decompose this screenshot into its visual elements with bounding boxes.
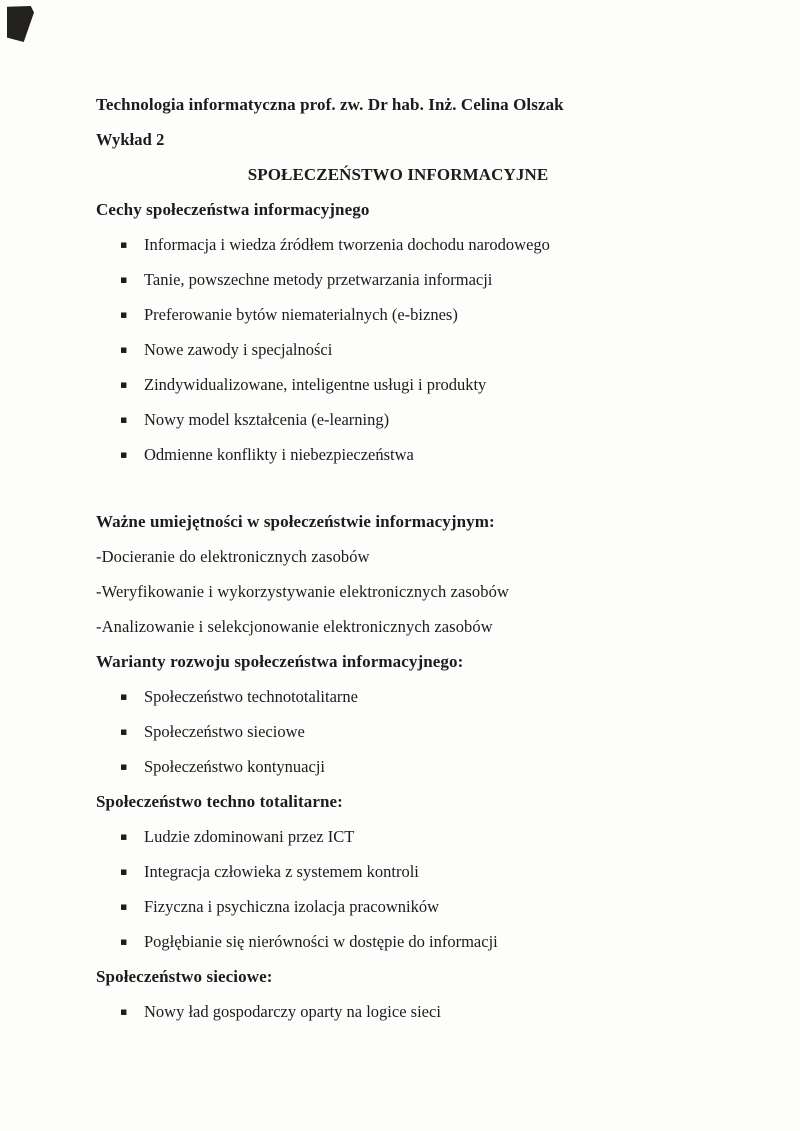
square-bullet-icon: ▪ [120,760,128,773]
list-item [96,409,700,431]
square-bullet-icon: ▪ [120,690,128,703]
square-bullet-icon: ▪ [120,238,128,251]
bullet-list [96,826,700,953]
square-bullet-icon: ▪ [120,935,128,948]
square-bullet-icon: ▪ [120,378,128,391]
list-item [96,826,700,848]
list-item-text: Fizyczna i psychiczna izolacja pracowników [144,897,440,916]
square-bullet-icon: ▪ [120,448,128,461]
document-title: Technologia informatyczna prof. zw. Dr hab. Inż. Celina Olszak [96,95,564,114]
bullet-list [96,686,700,778]
list-item-text: Pogłębianie się nierówności w dostępie do informacji [144,932,498,951]
bullet-list [96,1001,700,1023]
list-item-text: Nowy ład gospodarczy oparty na logice sieci [144,1002,441,1021]
dash-line: -Analizowanie i selekcjonowanie elektronicznych zasobów [96,617,493,636]
bullet-list [96,234,700,466]
section-heading: Społeczeństwo sieciowe: [96,967,273,986]
list-item [96,374,700,396]
list-item [96,896,700,918]
square-bullet-icon: ▪ [120,1005,128,1018]
list-item-text: Informacja i wiedza źródłem tworzenia dochodu narodowego [144,235,550,254]
list-item [96,931,700,953]
dash-line: -Weryfikowanie i wykorzystywanie elektronicznych zasobów [96,582,509,601]
section-techno-totalitarne [96,791,700,953]
square-bullet-icon: ▪ [120,308,128,321]
section-heading: Ważne umiejętności w społeczeństwie informacyjnym: [96,512,495,531]
list-item [96,861,700,883]
list-item-text: Preferowanie bytów niematerialnych (e-biznes) [144,305,458,324]
square-bullet-icon: ▪ [120,343,128,356]
square-bullet-icon: ▪ [120,865,128,878]
square-bullet-icon: ▪ [120,273,128,286]
section-wazne-umiejetnosci [96,511,700,638]
list-item-text: Ludzie zdominowani przez ICT [144,827,355,846]
list-item [96,1001,700,1023]
list-item [96,444,700,466]
list-item-text: Zindywidualizowane, inteligentne usługi i produkty [144,375,487,394]
list-item-text: Społeczeństwo kontynuacji [144,757,326,776]
list-item-text: Tanie, powszechne metody przetwarzania informacji [144,270,493,289]
list-item [96,756,700,778]
list-item [96,686,700,708]
section-heading: Społeczeństwo techno totalitarne: [96,792,343,811]
square-bullet-icon: ▪ [120,830,128,843]
list-item-text: Nowe zawody i specjalności [144,340,333,359]
section-cechy [96,199,700,466]
section-warianty-rozwoju [96,651,700,778]
list-item-text: Integracja człowieka z systemem kontroli [144,862,419,881]
square-bullet-icon: ▪ [120,900,128,913]
lecture-label: Wykład 2 [96,130,165,149]
list-item [96,721,700,743]
section-sieciowe [96,966,700,1023]
section-heading: Warianty rozwoju społeczeństwa informacyjnego: [96,652,464,671]
list-item-text: Społeczeństwo sieciowe [144,722,305,741]
list-item-text: Nowy model kształcenia (e-learning) [144,410,390,429]
list-item [96,339,700,361]
list-item-text: Społeczeństwo technototalitarne [144,687,358,706]
main-heading: SPOŁECZEŃSTWO INFORMACYJNE [247,165,549,184]
square-bullet-icon: ▪ [120,413,128,426]
list-item [96,304,700,326]
square-bullet-icon: ▪ [120,725,128,738]
section-heading: Cechy społeczeństwa informacyjnego [96,200,370,219]
dash-line: -Docieranie do elektronicznych zasobów [96,547,370,566]
list-item [96,234,700,256]
list-item [96,269,700,291]
list-item-text: Odmienne konflikty i niebezpieczeństwa [144,445,414,464]
